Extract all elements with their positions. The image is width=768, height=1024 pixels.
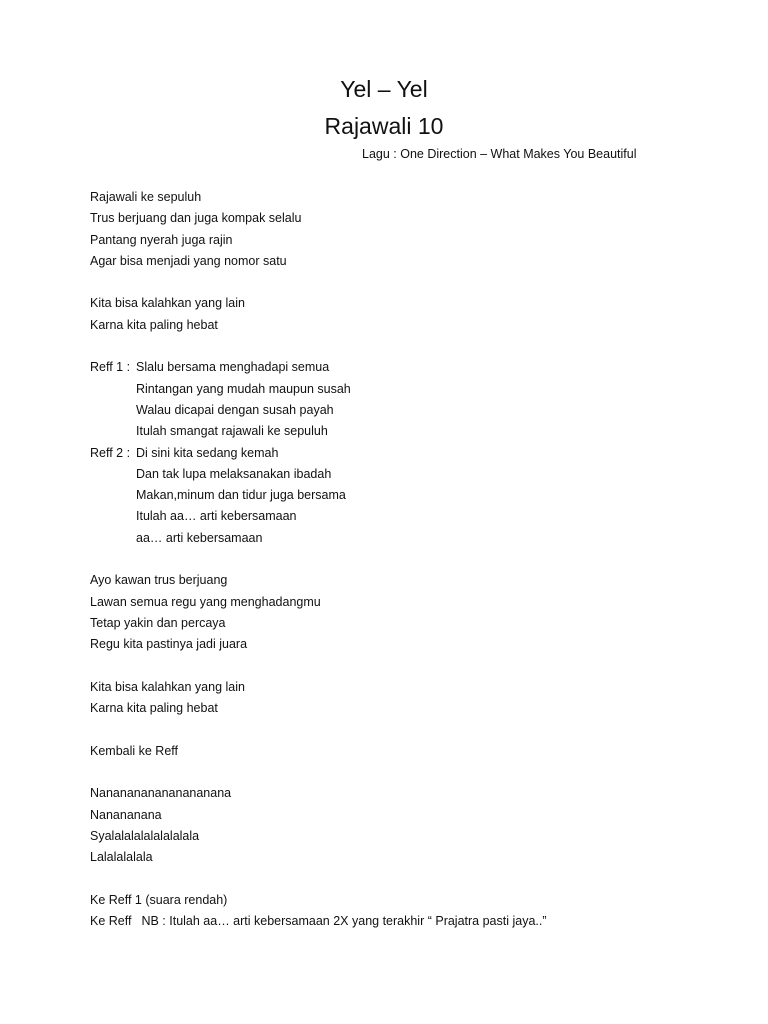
lyric-line: Trus berjuang dan juga kompak selalu: [90, 211, 302, 226]
lyric-line: Nanananana: [90, 807, 162, 822]
lyric-line: Karna kita paling hebat: [90, 701, 218, 716]
lyric-line: Itulah aa… arti kebersamaan: [136, 509, 297, 524]
lyric-line: Makan,minum dan tidur juga bersama: [136, 488, 346, 503]
lyric-line: Lawan semua regu yang menghadangmu: [90, 594, 321, 609]
lyric-line: Dan tak lupa melaksanakan ibadah: [136, 466, 332, 481]
reff2-first-line: [90, 443, 730, 464]
lyric-line: Itulah smangat rajawali ke sepuluh: [136, 424, 328, 439]
lyric-line: Rajawali ke sepuluh: [90, 190, 202, 204]
back-to-reff-line: Kembali ke Reff: [90, 743, 179, 758]
lyric-line: Nananananananananana: [90, 786, 232, 801]
lyric-line: Rintangan yang mudah maupun susah: [136, 381, 351, 396]
lyric-line: Kita bisa kalahkan yang lain: [90, 296, 245, 311]
lyrics-body: [90, 187, 730, 932]
lyric-line: Agar bisa menjadi yang nomor satu: [90, 253, 287, 268]
ending-line-2: [90, 911, 730, 932]
lyric-line: Karna kita paling hebat: [90, 317, 218, 332]
lyric-line: Di sini kita sedang kemah: [136, 445, 279, 460]
lyric-line: Kita bisa kalahkan yang lain: [90, 679, 245, 694]
lyric-line: Lalalalalala: [90, 850, 153, 865]
ending-label: Ke Reff: [90, 914, 132, 929]
ending-line-1: Ke Reff 1 (suara rendah): [90, 892, 228, 907]
lyric-line: Regu kita pastinya jadi juara: [90, 637, 248, 652]
song-credit: Lagu : One Direction – What Makes You Beautiful: [362, 147, 637, 161]
lyric-line: Slalu bersama menghadapi semua: [136, 360, 330, 375]
document-title: Yel – Yel: [340, 76, 428, 102]
lyric-line: Ayo kawan trus berjuang: [90, 573, 228, 588]
lyric-line: Walau dicapai dengan susah payah: [136, 402, 334, 417]
lyric-line: Syalalalalalalalalala: [90, 828, 200, 843]
lyric-line: Tetap yakin dan percaya: [90, 615, 226, 630]
ending-note: NB : Itulah aa… arti kebersamaan 2X yang terakhir “ Prajatra pasti jaya..”: [141, 914, 547, 929]
document-subtitle: Rajawali 10: [324, 113, 444, 139]
lyric-line: Pantang nyerah juga rajin: [90, 232, 233, 247]
reff1-first-line: [90, 357, 730, 378]
lyric-line: aa… arti kebersamaan: [136, 530, 263, 545]
reff2-label: Reff 2 :: [90, 445, 131, 460]
reff1-label: Reff 1 :: [90, 360, 131, 375]
